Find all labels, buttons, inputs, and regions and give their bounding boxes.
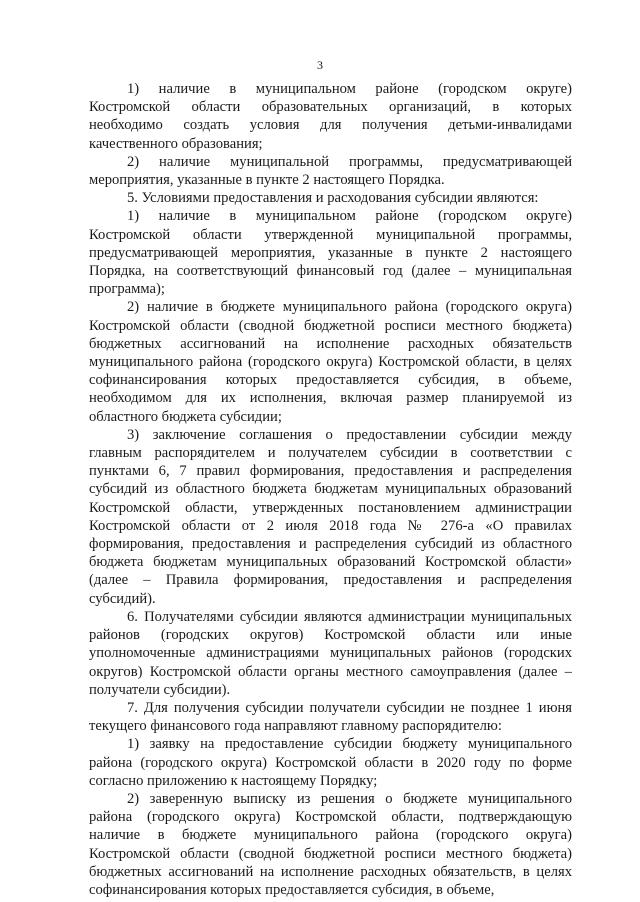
text-line: бюджетных ассигнований на исполнение расходных обязательств: [89, 335, 572, 352]
text-line: качественного образования;: [89, 135, 263, 152]
text-line: муниципального района (городского округа) Костромской области, в целях: [89, 354, 572, 371]
text-line: пунктами 6, 7 правил формирования, предоставления и распределения: [89, 463, 572, 480]
text-line: Порядка, на соответствующий финансовый год (далее – муниципальная: [89, 263, 572, 280]
paragraph-p6: [89, 426, 572, 608]
text-line: софинансирования которых предоставляется субсидия, в объеме,: [89, 881, 495, 898]
text-line: мероприятия, указанные в пункте 2 настоящего Порядка.: [89, 172, 445, 189]
document-body: [89, 80, 572, 899]
text-line: округов) Костромской области органы местного самоуправления (далее –: [89, 663, 572, 680]
text-line: 1) наличие в муниципальном районе (городском округе): [127, 81, 572, 97]
text-line: субсидий).: [89, 590, 156, 607]
text-line: Костромской области (сводной бюджетной росписи местного бюджета): [89, 845, 572, 862]
text-line: формирования, предоставления и распределения субсидий из областного: [89, 536, 572, 553]
text-line: согласно приложению к настоящему Порядку;: [89, 772, 378, 789]
text-line: (далее – Правила формирования, предоставления и распределения: [89, 572, 572, 589]
text-line: 5. Условиями предоставления и расходования субсидии являются:: [127, 190, 539, 207]
text-line: 6. Получателями субсидии являются администрации муниципальных: [127, 608, 572, 625]
text-line: субсидий из областного бюджета бюджетам муниципальных образований: [89, 481, 572, 498]
text-line: 2) наличие муниципальной программы, предусматривающей: [127, 153, 572, 170]
text-line: Костромской области образовательных организаций, в которых: [89, 99, 572, 116]
paragraph-p5: [89, 298, 572, 425]
paragraph-p7: [89, 608, 572, 699]
text-line: областного бюджета субсидии;: [89, 408, 282, 425]
paragraph-p2: [89, 153, 572, 189]
text-line: Костромской области от 2 июля 2018 года № 276-а «О правилах: [89, 517, 572, 534]
paragraph-p8: [89, 699, 572, 735]
text-line: бюджета бюджетам муниципальных образований Костромской области»: [89, 554, 572, 571]
text-line: уполномоченные администрациями муниципальных районов (городских: [89, 645, 572, 662]
text-line: текущего финансового года направляют главному распорядителю:: [89, 718, 502, 735]
text-line: главным распорядителем и получателем субсидии в соответствии с: [89, 445, 572, 462]
text-line: необходимом для их исполнения, включая размер планируемой из: [89, 390, 572, 407]
text-line: бюджетных ассигнований на исполнение расходных обязательств, в целях: [89, 863, 572, 880]
text-line: районов (городских округов) Костромской области или иные: [89, 627, 572, 644]
text-line: 7. Для получения субсидии получатели субсидии не позднее 1 июня: [127, 699, 572, 716]
paragraph-p10: [89, 790, 572, 899]
text-line: 2) наличие в бюджете муниципального района (городского округа): [127, 299, 572, 316]
paragraph-p9: [89, 735, 572, 790]
text-line: района (городского округа) Костромской области, подтверждающую: [89, 809, 572, 826]
text-line: программа);: [89, 281, 165, 298]
text-line: 1) заявку на предоставление субсидии бюджету муниципального: [127, 736, 572, 753]
text-line: предусматривающей мероприятия, указанные в пункте 2 настоящего: [89, 244, 572, 261]
text-line: получатели субсидии).: [89, 681, 231, 698]
text-line: района (городского округа) Костромской области в 2020 году по форме: [89, 754, 572, 771]
text-line: софинансирования которых предоставляется субсидия, в объеме,: [89, 372, 572, 389]
text-line: 3) заключение соглашения о предоставлении субсидии между: [127, 426, 572, 443]
page-number: 3: [317, 58, 323, 72]
paragraph-p1: [89, 80, 572, 153]
text-line: наличие в бюджете муниципального района (городского округа): [89, 827, 572, 844]
text-line: 1) наличие в муниципальном районе (городском округе): [127, 208, 572, 225]
text-line: Костромской области утвержденной муниципальной программы,: [89, 226, 572, 243]
text-line: необходимо создать условия для получения детьми-инвалидами: [89, 117, 572, 134]
paragraph-p3: [89, 189, 572, 207]
text-line: Костромской области, утвержденных постановлением администрации: [89, 499, 572, 516]
paragraph-p4: [89, 207, 572, 298]
text-line: 2) заверенную выписку из решения о бюджете муниципального: [127, 790, 572, 807]
text-line: Костромской области (сводной бюджетной росписи местного бюджета): [89, 317, 572, 334]
